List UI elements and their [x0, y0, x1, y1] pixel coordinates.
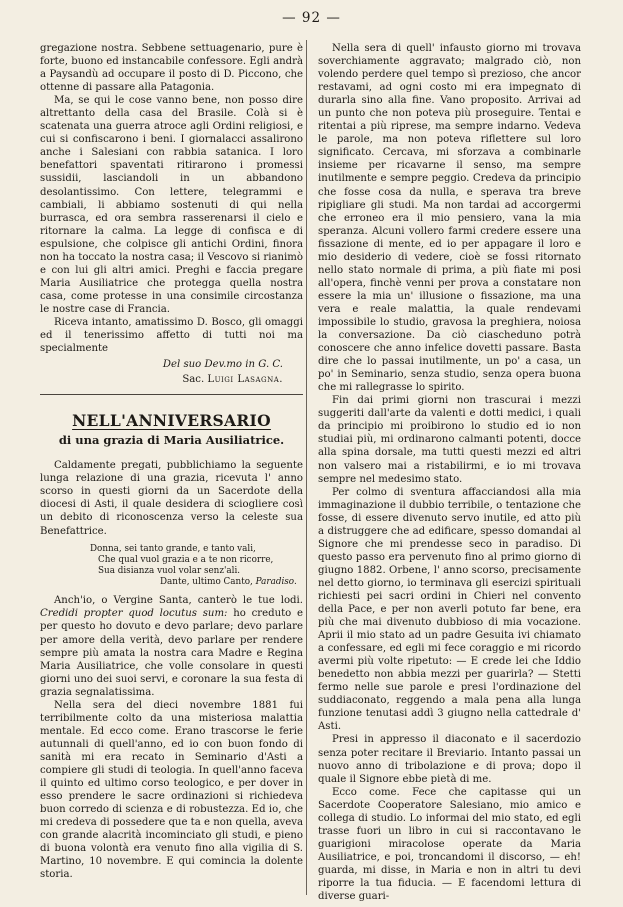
- signature-line: Del suo Dev.mo in G. C.: [162, 359, 283, 371]
- signature-author: Luigi Lasagna.: [207, 374, 283, 386]
- article-paragraph: Nella sera del dieci novembre 1881 fui terribilmente colto da una misteriosa malattia mentale. Ed ecco come. Erano trascorse le ferie autunnali di quell'anno, ed io con buon fondo di sanità mi era recato in Seminario d'Asti a compiere gli studi di teologia. In quell'anno faceva il quinto ed ultimo corso teologico, e per dover in esso prendere le sacre ordinazioni si richiedeva buon corredo di scienza e di robustezza. Ed io, che mi credeva di possedere que ta e non quella, aveva con grande alacrità incominciato gli studi, e pieno di buona volontà era venuto fino alla vigilia di S. Martino, 10 novembre. E qui comincia la dolente storia.: [40, 699, 303, 881]
- column-divider: [306, 40, 307, 895]
- article-intro: Caldamente pregati, pubblichiamo la seguente lunga relazione di una grazia, ricevuta l' anno scorso in questi giorni da un Sacerdote della diocesi di Asti, il quale desidera di sciogliere così un debito di riconoscenza verso la celeste sua Benefattrice.: [40, 460, 303, 537]
- article-title: NELL'ANNIVERSARIO: [72, 411, 271, 431]
- verse-line: Che qual vuol grazia e a te non ricorre,: [98, 554, 274, 565]
- article-paragraph: Nella sera di quell' infausto giorno mi trovava soverchiamente aggravato; malgrado ciò, non volendo perdere quel tempo sì prezioso, che ancor restavami, ad ogni costo mi era impegnato di durarla sino alla fine. Vano proposito. Arrivai ad un punto che non poteva più proseguire. Tentai e ritentai a più riprese, ma sempre indarno. Vedeva le parole, ma non poteva riflettere sul loro significato. Cercava, mi sforzava a combinarle insieme per ricavarne il senso, ma sempre inutilmente e sempre peggio. Credeva da principio che fosse cosa da nulla, e sperava tra breve ripigliare gli studi. Ma non tardai ad accorgermi che erroneo era il mio pensiero, vana la mia speranza. Alcuni vollero farmi credere essere una fissazione di mente, ed io per appagare il loro e mio desiderio di vedere, cioè se fossi ritornato nello stato normale di prima, a più fiate mi posi all'opera, finchè venni per prova a constatare non essere la mia un' illusione o fissazione, ma una vera e reale malattia, la quale rendevami impossibile lo studio, gravosa la preghiera, noiosa la conversazione. Da ciò ciascheduno potrà conoscere che anno infelice dovetti passare. Basta dire che lo passai inutilmente, un po' a casa, un po' in Seminario, senza studio, senza opera buona che mi rallegrasse lo spirito.: [318, 43, 581, 394]
- verse-source-author: Dante, ultimo Canto,: [160, 577, 253, 588]
- paragraph-text: ho creduto e per questo ho dovuto e devo parlare; devo parlare per amore della verità, devo parlare per rendere sempre più amata la nostra cara Madre e Regina Maria Ausiliatrice, che volle consolare in questi giorni uno dei suoi servi, e coronare la sua festa di grazia segnalatissima.: [40, 608, 304, 698]
- verse-line: Sua disianza vuol volar senz'ali.: [98, 565, 241, 576]
- signature-title: Sac.: [182, 374, 205, 386]
- verse-line: Donna, sei tanto grande, e tanto vali,: [90, 543, 256, 554]
- article-subtitle: di una grazia di Maria Ausiliatrice.: [58, 433, 285, 448]
- section-divider: [40, 394, 303, 395]
- right-column: [318, 42, 581, 903]
- paragraph-text: Anch'io, o Vergine Santa, canterò le tue lodi.: [54, 595, 303, 607]
- latin-quote: Credidi propter quod locutus sum:: [40, 608, 228, 620]
- signature-name: [40, 373, 303, 386]
- letter-paragraph: gregazione nostra. Sebbene settuagenario, pure è forte, buono ed instancabile confessore. Egli andrà a Paysandù ad occupare il posto di D. Piccono, che ottenne di passare alla Patagonia.: [40, 43, 303, 94]
- article-paragraph: Per colmo di sventura affacciandosi alla mia immaginazione il dubbio terribile, o tentazione che fosse, di essere divenuto servo inutile, ed atto più a distruggere che ad edificare, spesso domandai al Signore che mi prendesse seco in paradiso. Di questo passo era pervenuto fino al primo giorno di giugno 1882. Orbene, l' anno scorso, precisamente nel detto giorno, io terminava gli esercizi spirituali richiesti pei sacri ordini in Chieri nel convento della Pace, e per non averli potuto far bene, era più che mai divenuto dubbioso di mia vocazione. Aprii il mio stato ad un padre Gesuita ivi chiamato a confessare, ed egli mi fece coraggio e mi ricordo avermi più volte ripetuto: — E crede lei che Iddio benedetto non abbia mezzi per guarirla? — Stetti fermo nelle sue parole e presi l'ordinazione del suddiaconato, reggendo a mala pena alla lunga funzione tenutasi addì 3 giugno nella cattedrale d' Asti.: [318, 486, 581, 733]
- verse-source: [90, 577, 303, 588]
- article-paragraph: [40, 594, 303, 698]
- article-paragraph: Presi in appresso il diaconato e il sacerdozio senza poter recitare il Breviario. Intanto passai un nuovo anno di tribolazione e di prova; dopo il quale il Signore ebbe pietà di me.: [318, 734, 581, 785]
- letter-paragraph: Ma, se qui le cose vanno bene, non posso dire altrettanto della casa del Brasile. Colà si è scatenata una guerra atroce agli Ordini religiosi, e cui si confiscarono i beni. I giornalacci assalirono anche i Salesiani con rabbia satanica. I loro benefattori spaventati ritirarono i promessi sussidii, lasciandoli in un abbandono desolantissimo. Con lettere, telegrammi e cambiali, li abbiamo sostenuti di qui nella burrasca, ed ora sembra rasserenarsi il cielo e ritornare la calma. La legge di confisca e di espulsione, che colpisce gli antichi Ordini, finora non ha toccato la nostra casa; il Vescovo si rianimò e con lui gli altri amici. Preghi e faccia pregare Maria Ausiliatrice che protegga quella nostra casa, come protesse in una consimile circostanza le nostre case di Francia.: [40, 95, 303, 315]
- verse-quote: [90, 544, 303, 589]
- page-number: — 92 —: [282, 10, 341, 26]
- article-paragraph: Fin dai primi giorni non trascurai i mezzi suggeriti dall'arte da valenti e dotti medici, i quali da principio mi proibirono lo studio ed io non studiai più, mi ordinarono calmanti potenti, docce alla spina dorsale, ma tutti questi mezzi ed altri non valsero mai a ristabilirmi, e io mi trovava sempre nel medesimo stato.: [318, 395, 581, 485]
- letter-paragraph: Riceva intanto, amatissimo D. Bosco, gli omaggi ed il tenerissimo affetto di tutti noi ma specialmente: [40, 316, 303, 355]
- left-column: [40, 42, 303, 881]
- article-paragraph: Ecco come. Fece che capitasse qui un Sacerdote Cooperatore Salesiano, mio amico e collega di studio. Lo informai del mio stato, ed egli trasse fuori un libro in cui si raccontavano le guarigioni miracolose operate da Maria Ausiliatrice, e poi, troncandomi il discorso, — eh! guarda, mi disse, in Maria e non in altri tu devi riporre la tua fiducia. — E facendomi lettura di diverse guari-: [318, 786, 581, 903]
- verse-source-work: Paradiso.: [255, 577, 297, 588]
